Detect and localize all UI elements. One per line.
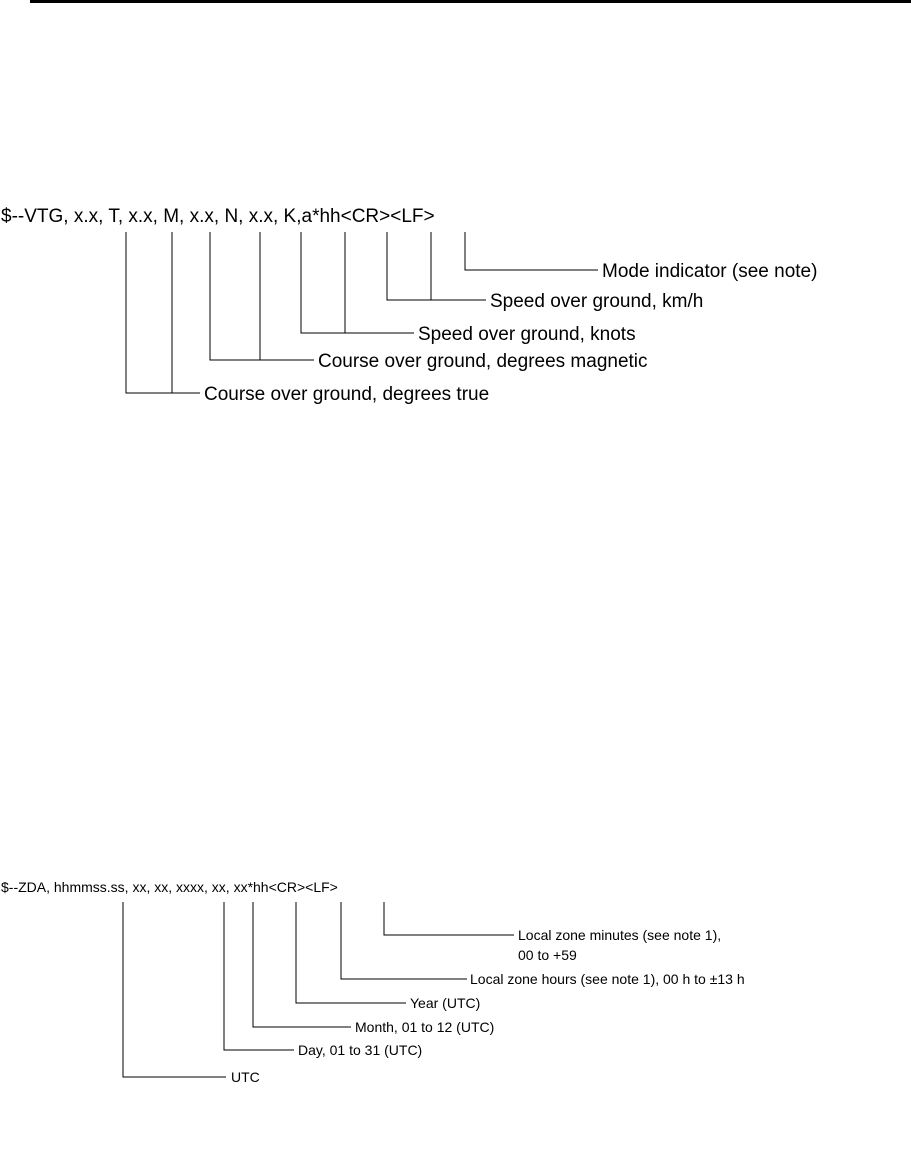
zda-connector-utc [123,902,226,1077]
zda-label-zone-hours: Local zone hours (see note 1), 00 h to ±13 h [470,971,745,987]
zda-label-zone-minutes-range: 00 to +59 [518,947,577,963]
vtg-format-string: $--VTG, x.x, T, x.x, M, x.x, N, x.x, K,a*hh<CR><LF> [1,206,435,227]
vtg-label-mode-indicator: Mode indicator (see note) [602,261,818,282]
vtg-connector-speed-kmh [387,232,486,300]
zda-format-string: $--ZDA, hhmmss.ss, xx, xx, xxxx, xx, xx*hh<CR><LF> [1,879,338,895]
vtg-label-course-magnetic: Course over ground, degrees magnetic [318,351,648,372]
zda-label-utc: UTC [231,1069,260,1085]
zda-connector-year [296,902,406,1003]
vtg-connector-speed-knots [301,232,414,333]
vtg-label-course-true: Course over ground, degrees true [204,384,490,405]
zda-label-zone-minutes: Local zone minutes (see note 1), [518,927,722,943]
zda-label-day: Day, 01 to 31 (UTC) [298,1042,423,1058]
vtg-connector-course-magnetic [210,232,314,360]
vtg-connector-mode [465,232,598,270]
zda-label-month: Month, 01 to 12 (UTC) [355,1019,495,1035]
zda-diagram [1,879,745,1085]
zda-connector-day [224,902,294,1050]
vtg-connector-course-true [126,232,200,393]
vtg-label-speed-kmh: Speed over ground, km/h [490,291,704,312]
vtg-diagram [1,206,817,405]
vtg-label-speed-knots: Speed over ground, knots [418,324,636,345]
zda-connector-zone-hours [341,902,467,979]
zda-label-year: Year (UTC) [410,995,481,1011]
zda-connector-zone-minutes [384,902,514,935]
zda-connector-month [253,902,351,1027]
